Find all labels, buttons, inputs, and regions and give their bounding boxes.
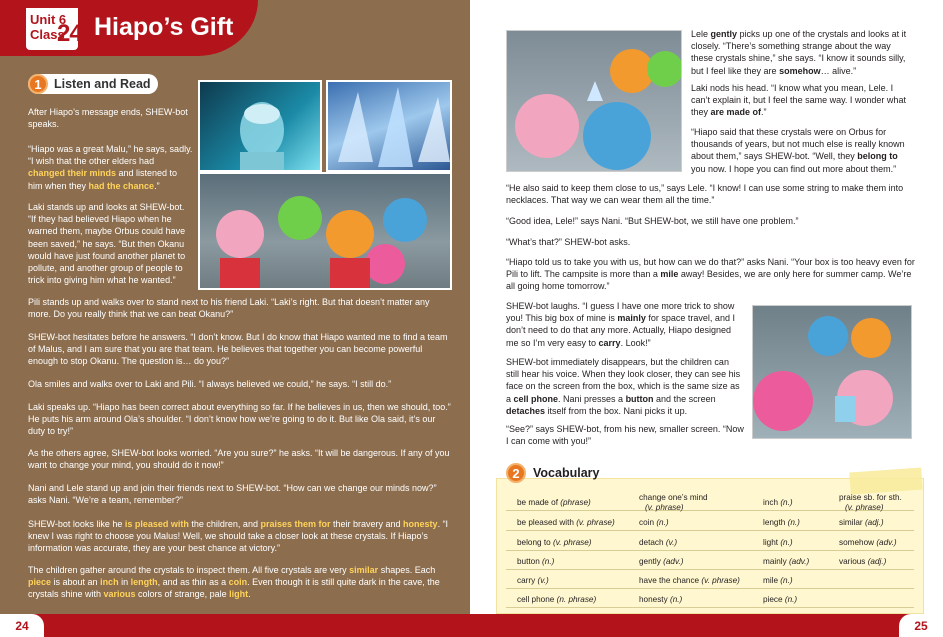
- malus-with-crystal-icon: [507, 31, 682, 172]
- vocab-word: be pleased with: [517, 518, 574, 527]
- malus-characters-icon: [200, 174, 452, 290]
- vocab-highlight: similar: [349, 565, 379, 575]
- vocab-highlight: piece: [28, 577, 52, 588]
- vocab-highlight: had the chance: [88, 180, 155, 191]
- vocab-word: somehow: [839, 538, 875, 547]
- illustration-malus-group: [198, 172, 452, 290]
- paragraph: Pili stands up and walks over to stand next to his friend Laki. “Laki’s right. But that doesn’t matter any more. Do you really think that we can beat Okanu?”: [28, 297, 430, 320]
- vocab-entry: [839, 557, 886, 567]
- paragraph: [691, 82, 911, 119]
- hologram-figure-icon: [200, 82, 322, 172]
- class-label: Class: [30, 27, 65, 42]
- vocab-word: cell phone: [517, 595, 555, 604]
- text: SHEW-bot laughs. “I guess I have one more trick to show you! This big box of mine is: [506, 301, 735, 324]
- vocab-word: have the chance: [639, 576, 700, 585]
- vocab-bold: are made of: [710, 107, 762, 118]
- paragraph: [28, 564, 453, 601]
- paragraph: “Good idea, Lele!” says Nani. “But SHEW-bot, we still have one problem.”: [506, 216, 799, 226]
- section-number: 1: [28, 74, 48, 94]
- vocab-part-of-speech: (n.): [780, 576, 793, 585]
- vocab-entry: [517, 518, 615, 528]
- text: SHEW-bot looks like he: [28, 519, 125, 529]
- text: , and as thin as a: [157, 577, 229, 588]
- vocab-entry: [517, 498, 591, 508]
- vocab-word: change one’s mind: [639, 493, 708, 502]
- vocab-bold: somehow: [779, 65, 821, 76]
- listen-and-read-heading: [28, 74, 158, 94]
- vocab-word: button: [517, 557, 540, 566]
- vocab-bold: mile: [660, 269, 679, 280]
- left-page: [0, 0, 470, 637]
- vocab-entry: [763, 576, 793, 586]
- text: . “I knew I was right to choose you Malus! Well, we should take a closer look at these crystals. If Hiapo’s information was accurate, they are your best chance at victory.”: [28, 519, 449, 554]
- vocab-entry: [517, 557, 554, 567]
- vocab-row-line: [506, 588, 914, 589]
- text: Lele: [691, 29, 711, 39]
- text: their bravery and: [330, 519, 404, 529]
- vocab-part-of-speech: (v. phrase): [645, 503, 684, 512]
- vocab-entry: [639, 557, 683, 567]
- section-number: 2: [506, 463, 526, 483]
- vocab-bold: cell phone: [513, 393, 559, 404]
- vocab-word: coin: [639, 518, 655, 527]
- vocab-row-line: [506, 569, 914, 570]
- vocab-highlight: coin: [228, 577, 248, 588]
- page-title: Hiapo’s Gift: [94, 13, 234, 41]
- text: in: [118, 577, 131, 588]
- section-label: Listen and Read: [54, 77, 151, 91]
- text: Laki nods his head. “I know what you mean, Lele. I can’t explain it, but I feel the same way. I wonder what they: [691, 83, 906, 118]
- vocab-part-of-speech: (n.): [787, 518, 800, 527]
- vocab-word: belong to: [517, 538, 551, 547]
- vocab-word: mainly: [763, 557, 787, 566]
- vocab-entry: [639, 518, 669, 528]
- vocabulary-heading: [506, 463, 599, 483]
- vocab-word: various: [839, 557, 866, 566]
- paragraph: “He also said to keep them close to us,” says Lele. “I know! I can use some string to make them into necklaces. That way we can wear them all the time.”: [506, 183, 904, 206]
- vocab-part-of-speech: (n.): [542, 557, 555, 566]
- text: “Hiapo was a great Malu,” he says, sadly. “I wish that the other elders had: [28, 144, 193, 167]
- vocab-highlight: praises them for: [260, 519, 331, 529]
- paragraph: “What’s that?” SHEW-bot asks.: [506, 237, 631, 247]
- vocab-part-of-speech: (phrase): [560, 498, 591, 507]
- paragraph: As the others agree, SHEW-bot looks worried. “Are you sure?” he asks. “It will be dangerous. If any of you want to change your mind, you should do it now!”: [28, 448, 450, 471]
- vocab-part-of-speech: (n.): [656, 518, 669, 527]
- page-number-left: 24: [0, 614, 44, 637]
- vocab-entry: [639, 538, 677, 548]
- vocab-entry: [639, 595, 682, 605]
- crystal-shards-icon: [328, 82, 452, 172]
- vocab-entry: [517, 595, 596, 605]
- vocab-bold: carry: [598, 337, 621, 348]
- vocab-highlight: length: [130, 577, 158, 588]
- text: the children, and: [188, 519, 261, 529]
- illustration-nani-phone: [752, 305, 912, 439]
- paragraph: Ola smiles and walks over to Laki and Pili. “I always believed we could,” he says. “I still do.”: [28, 379, 392, 389]
- vocab-highlight: light: [229, 589, 249, 600]
- footer-bar-right: [470, 614, 943, 637]
- vocab-part-of-speech: (v. phrase): [845, 503, 884, 512]
- vocab-word: piece: [763, 595, 783, 604]
- text: colors of strange, pale: [135, 589, 230, 600]
- text: for space travel, and I don’t need to do that any more. Actually, Hiapo designed me so I’m very easy to: [506, 313, 735, 348]
- text: .”: [154, 180, 160, 191]
- vocab-word: be made of: [517, 498, 558, 507]
- vocab-entry: [763, 538, 793, 548]
- vocab-bold: belong to: [857, 151, 898, 162]
- paragraph: SHEW-bot hesitates before he answers. “I don’t know. But I do know that Hiapo wanted me to find a team of Malus, and I am sure that you are that team. He believes that together you can become powerful enough to stop Okanu. The question is… do you?”: [28, 332, 448, 367]
- vocab-part-of-speech: (adv.): [788, 557, 810, 566]
- illustration-lele-crystal: [506, 30, 682, 172]
- vocab-bold: gently: [710, 29, 738, 39]
- text: away! Besides, we are only here for summer camp. We’re all going home tomorrow.”: [506, 269, 912, 292]
- vocab-part-of-speech: (v.): [537, 576, 549, 585]
- paragraph: Laki speaks up. “Hiapo has been correct about everything so far. If he believes in us, then we should, too.” He puts his arm around Ola’s shoulder. “I don’t know how we’re going to do it. But like Ola said, it’s our duty to try!”: [28, 402, 451, 437]
- vocab-part-of-speech: (v.): [665, 538, 678, 547]
- malus-with-phone-icon: [753, 306, 912, 439]
- vocab-word: mile: [763, 576, 779, 585]
- vocab-part-of-speech: (n.): [780, 498, 793, 507]
- vocab-part-of-speech: (n.): [784, 595, 798, 604]
- vocab-word: length: [763, 518, 786, 527]
- class-number: 24: [57, 20, 82, 47]
- vocab-entry: [639, 493, 708, 513]
- vocab-row-line: [506, 607, 914, 608]
- vocab-part-of-speech: (v. phrase): [576, 518, 615, 527]
- vocab-entry: [763, 518, 800, 528]
- text: picks up one of the crystals and looks at it closely. “There’s something strange about the way these crystals shine,” she says. “I know it sounds silly, but I feel like they are: [691, 29, 907, 76]
- paragraph: Nani and Lele stand up and join their friends next to SHEW-bot. “How can we change our minds now?” asks Nani. “We’re a team, remember?”: [28, 483, 437, 506]
- paragraph: [691, 28, 911, 77]
- paragraph: [28, 143, 193, 192]
- paragraph: [691, 126, 911, 175]
- vocab-entry: [839, 493, 902, 513]
- text: . Nani presses a: [558, 393, 626, 404]
- vocab-word: light: [763, 538, 779, 547]
- vocab-part-of-speech: (v. phrase): [552, 538, 592, 547]
- paragraph: [506, 256, 918, 293]
- paragraph: [506, 356, 744, 417]
- text: . Even though it is still quite dark in the cave, the crystals shine with: [28, 577, 440, 600]
- vocab-entry: [517, 538, 592, 548]
- paragraph: After Hiapo’s message ends, SHEW-bot speaks.: [28, 107, 188, 130]
- vocab-part-of-speech: (adj.): [864, 518, 884, 527]
- unit-label: Unit 6: [30, 12, 67, 27]
- text: SHEW-bot immediately disappears, but the children can still hear his voice. When they look closer, they can see his face on the screen from the box, which is the same size as a: [506, 357, 741, 404]
- text: “Hiapo told us to take you with us, but how can we do that?” asks Nani. “Your box is too heavy even for Pili to lift. The campsite is more than a: [506, 257, 915, 280]
- illustration-crystals: [326, 80, 452, 172]
- text: .”: [761, 107, 767, 118]
- vocab-bold: button: [625, 393, 654, 404]
- vocab-part-of-speech: (adv.): [876, 538, 897, 547]
- text: and the screen: [653, 393, 716, 404]
- vocab-word: similar: [839, 518, 863, 527]
- vocab-part-of-speech: (adj.): [867, 557, 887, 566]
- vocab-bold: detaches: [506, 405, 546, 416]
- vocab-part-of-speech: (n. phrase): [556, 595, 597, 604]
- vocab-entry: [839, 518, 884, 528]
- vocab-highlight: changed their minds: [28, 168, 117, 179]
- vocab-row-line: [506, 550, 914, 551]
- paragraph: [506, 300, 744, 349]
- vocab-word: detach: [639, 538, 664, 547]
- text: and listened to him when they: [28, 168, 178, 191]
- vocab-word: honesty: [639, 595, 668, 604]
- paragraph: [28, 518, 453, 555]
- vocab-entry: [839, 538, 897, 548]
- vocab-part-of-speech: (adv.): [663, 557, 684, 566]
- text: .: [248, 589, 251, 600]
- vocab-part-of-speech: (n.): [669, 595, 683, 604]
- text: “Hiapo said that these crystals were on Orbus for thousands of years, but not much else is really known about them,” says SHEW-bot. “Well, they: [691, 127, 905, 162]
- paragraph: “See?” says SHEW-bot, from his new, smaller screen. “Now I can come with you!”: [506, 424, 744, 447]
- text: you now. I hope you can find out more about them.”: [691, 163, 897, 174]
- vocab-entry: [763, 595, 797, 605]
- vocab-highlight: is pleased with: [124, 519, 189, 529]
- section-label: Vocabulary: [533, 466, 600, 480]
- text: . Look!”: [620, 337, 651, 348]
- vocab-entry: [763, 557, 809, 567]
- vocab-part-of-speech: (n.): [780, 538, 793, 547]
- text: is about an: [51, 577, 101, 588]
- vocab-word: gently: [639, 557, 661, 566]
- vocab-entry: [763, 498, 793, 508]
- vocab-entry: [639, 576, 740, 586]
- vocab-bold: mainly: [617, 313, 646, 324]
- footer-bar-left: [0, 614, 470, 637]
- vocab-highlight: honesty: [403, 519, 438, 529]
- text: itself from the box. Nani picks it up.: [545, 405, 688, 416]
- text: The children gather around the crystals to inspect them. All five crystals are very: [28, 565, 350, 575]
- paragraph: Laki stands up and looks at SHEW-bot. “If they had believed Hiapo when he warned them, maybe Orbus could have been saved,” he says. “But then Okanu would have just found another planet to pollute, and another group of people to trick into giving him what he wanted.”: [28, 202, 186, 286]
- text: shapes. Each: [378, 565, 436, 575]
- illustration-hologram: [198, 80, 322, 172]
- text: … alive.”: [820, 65, 857, 76]
- vocab-row-line: [506, 530, 914, 531]
- page-number-right: 25: [899, 614, 943, 637]
- vocab-highlight: various: [103, 589, 136, 600]
- vocab-entry: [517, 576, 549, 586]
- vocab-word: inch: [763, 498, 779, 507]
- vocab-highlight: inch: [100, 577, 119, 588]
- vocab-word: praise sb. for sth.: [839, 493, 902, 502]
- vocab-word: carry: [517, 576, 536, 585]
- vocab-part-of-speech: (v. phrase): [701, 576, 740, 585]
